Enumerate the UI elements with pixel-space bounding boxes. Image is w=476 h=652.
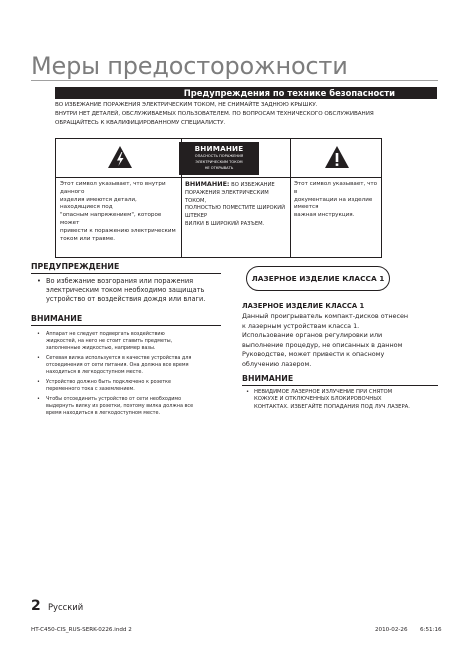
text-line: Чтобы отсоединить устройство от сети необходимо xyxy=(46,396,182,402)
text-line: жидкостей, на него не стоит ставить предметы, xyxy=(46,338,173,345)
text-line: отсоединения от сети питания. Она должна все время xyxy=(46,362,189,369)
text-line: устройство от воздействия дождя или влаги. xyxy=(46,295,206,304)
text-line: КОНТАКТАХ. ИЗБЕГАЙТЕ ПОПАДАНИЯ ПОД ЛУЧ ЛАЗЕРА. xyxy=(254,403,410,410)
text-line: выдернуть вилку из розетки, поэтому вилка должна все xyxy=(46,403,194,410)
text-line: электрическим током необходимо защищать xyxy=(46,286,205,295)
text-line: КОЖУХЕ И ОТКЛЮЧЕННЫХ БЛОКИРОВОЧНЫХ xyxy=(254,396,382,403)
text-line: заполненные жидкостью, например вазы. xyxy=(46,345,156,352)
footer-time: 6:51:16 xyxy=(420,627,442,633)
bullet-icon: • xyxy=(37,379,40,385)
text-line: время находиться в легкодоступном месте. xyxy=(46,410,161,417)
laser-description xyxy=(242,312,442,369)
lightning-symbol-description xyxy=(60,181,178,243)
caution-sub-line: ЭЛЕКТРИЧЕСКИМ ТОКОМ xyxy=(195,160,243,164)
page-language: Русский xyxy=(48,602,84,612)
caution-bullet xyxy=(37,396,227,418)
bullet-icon: • xyxy=(37,355,40,361)
exclamation-triangle-icon xyxy=(324,145,350,169)
text-line: Этот символ указывает, что в xyxy=(294,181,378,195)
exclamation-symbol-description xyxy=(294,181,380,220)
text-line: привести к поражению электрическим xyxy=(60,227,176,234)
lightning-triangle-icon xyxy=(107,145,133,169)
caution-sub-line: ОПАСНОСТЬ ПОРАЖЕНИЯ xyxy=(194,154,244,158)
text-line: током или травме. xyxy=(60,235,116,242)
title-divider xyxy=(31,80,438,81)
bullet-icon: • xyxy=(37,396,40,402)
page-number: 2 xyxy=(31,598,41,614)
laser-class-badge: ЛАЗЕРНОЕ ИЗДЕЛИЕ КЛАССА 1 xyxy=(246,266,390,291)
table-divider xyxy=(290,139,291,257)
text-line: Во избежание возгорания или поражения xyxy=(46,277,194,285)
caution-label-box xyxy=(179,142,259,175)
text-line: Руководстве, может привести к опасному xyxy=(242,350,385,358)
text-line: ПОЛНОСТЬЮ ПОМЕСТИТЕ ШИРОКИЙ ШТЕКЕР xyxy=(185,205,286,220)
text-line: Данный проигрыватель компакт-дисков отнесен xyxy=(242,312,409,320)
footer-file-name: HT-C450-CIS_RUS-SERK-0226.indd 2 xyxy=(31,627,132,633)
footer-date: 2010-02-26 xyxy=(375,627,408,633)
text-line: Аппарат не следует подвергать воздействию xyxy=(46,331,165,337)
text-line: ВО ИЗБЕЖАНИЕ xyxy=(229,182,275,188)
caution-bullet xyxy=(37,379,227,393)
caution-heading: ВНИМАНИЕ xyxy=(31,314,83,323)
text-line: находиться в легкодоступном месте. xyxy=(46,369,143,376)
text-line: изделия имеются детали, находящиеся под xyxy=(60,196,137,211)
caution-bullet xyxy=(37,331,227,353)
bullet-icon: • xyxy=(246,389,250,395)
text-line: Сетевая вилка используется в качестве устройства для xyxy=(46,355,192,361)
text-line: "опасным напряжением", которое может xyxy=(60,212,162,226)
section-heading: Предупреждения по технике безопасности xyxy=(55,87,437,99)
page-title: Меры предосторожности xyxy=(31,52,348,80)
text-line: НЕВИДИМОЕ ЛАЗЕРНОЕ ИЗЛУЧЕНИЕ ПРИ СНЯТОМ xyxy=(254,389,393,395)
plug-caution-text xyxy=(185,181,289,229)
caution-sub-line: НЕ ОТКРЫВАТЬ xyxy=(204,166,234,170)
warning-symbols-table xyxy=(55,138,382,258)
warnings-heading: ПРЕДУПРЕЖДЕНИЕ xyxy=(31,262,120,271)
intro-line: ВО ИЗБЕЖАНИЕ ПОРАЖЕНИЯ ЭЛЕКТРИЧЕСКИМ ТОКОМ, НЕ СНИМАЙТЕ ЗАДНЮЮ КРЫШКУ. xyxy=(55,102,318,108)
laser-caution-heading: ВНИМАНИЕ xyxy=(242,374,294,383)
bullet-icon: • xyxy=(37,277,41,285)
heading-rule xyxy=(31,273,221,274)
text-line: ВИЛКИ В ШИРОКИЙ РАЗЪЕМ. xyxy=(185,220,265,227)
intro-line: ВНУТРИ НЕТ ДЕТАЛЕЙ, ОБСЛУЖИВАЕМЫХ ПОЛЬЗОВАТЕЛЕМ. ПО ВОПРОСАМ ТЕХНИЧЕСКОГО ОБСЛУЖИВАНИЯ xyxy=(55,111,374,117)
warnings-bullet xyxy=(37,277,227,305)
laser-heading: ЛАЗЕРНОЕ ИЗДЕЛИЕ КЛАССА 1 xyxy=(242,302,365,310)
text-line: ПОРАЖЕНИЯ ЭЛЕКТРИЧЕСКИМ ТОКОМ, xyxy=(185,189,269,204)
heading-rule xyxy=(31,325,221,326)
laser-caution-bullet xyxy=(246,389,442,411)
caution-label: ВНИМАНИЕ xyxy=(194,144,244,153)
text-line: Этот символ указывает, что внутри данного xyxy=(60,181,166,195)
text-line: документации на изделие имеется xyxy=(294,196,373,211)
bullet-icon: • xyxy=(37,331,40,337)
text-line: выполнение процедур, не описанных в данном xyxy=(242,340,403,349)
table-divider xyxy=(56,177,381,178)
heading-rule xyxy=(242,385,438,386)
intro-line: ОБРАЩАЙТЕСЬ К КВАЛИФИЦИРОВАННОМУ СПЕЦИАЛИСТУ. xyxy=(55,120,226,126)
caution-bullet xyxy=(37,355,227,377)
text-line: облучению лазером. xyxy=(242,359,312,368)
text-line: важная инструкция. xyxy=(294,212,355,219)
text-line: к лазерным устройствам класса 1. xyxy=(242,321,360,330)
caution-bold-label: ВНИМАНИЕ: xyxy=(185,180,230,188)
text-line: переменного тока с заземлением. xyxy=(46,386,135,393)
text-line: Устройство должно быть подключено к розетке xyxy=(46,379,172,385)
text-line: Использование органов регулировки или xyxy=(242,331,383,339)
